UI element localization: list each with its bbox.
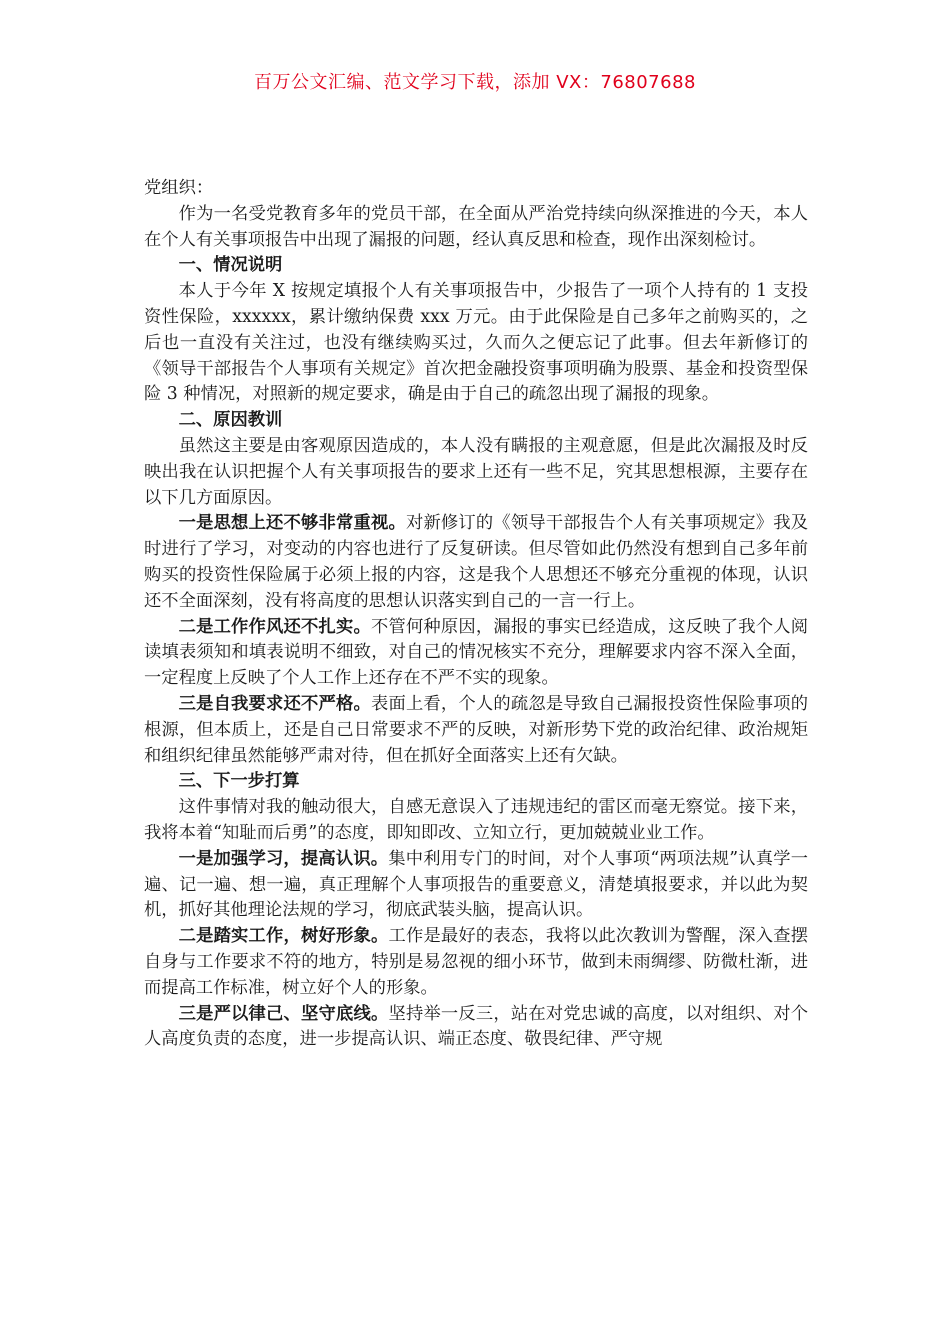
- section-3-point-2: [144, 924, 808, 1001]
- intro-paragraph: 作为一名受党教育多年的党员干部，在全面从严治党持续向纵深推进的今天，本人在个人有关事项报告中出现了漏报的问题，经认真反思和检查，现作出深刻检讨。: [144, 203, 808, 250]
- point-text: 不管何种原因，漏报的事实已经造成，这反映了我个人阅读填表须知和填表说明不细致，对自己的情况核实不充分，理解要求内容不深入全面，一定程度上反映了个人工作上还存在不严不实的现象。: [144, 616, 808, 689]
- point-heading: 一是加强学习，提高认识。: [178, 848, 389, 869]
- section-3-paragraph: 这件事情对我的触动很大，自感无意误入了违规违纪的雷区而毫无察觉。接下来，我将本着“知耻而后勇”的态度，即知即改、立知立行，更加兢兢业业工作。: [144, 797, 808, 843]
- section-title-3: 三、下一步打算: [178, 771, 300, 792]
- section-title-1: 一、情况说明: [178, 255, 283, 276]
- point-heading: 二是工作作风还不扎实。: [178, 616, 371, 637]
- section-2-point-2: [144, 615, 808, 692]
- point-heading: 三是自我要求还不严格。: [178, 693, 371, 714]
- document-body: [144, 176, 808, 1053]
- point-text: 表面上看，个人的疏忽是导致自己漏报投资性保险事项的根源，但本质上，还是自己日常要求不严的反映，对新形势下党的政治纪律、政治规矩和组织纪律虽然能够严肃对待，但在抓好全面落实上还有欠缺。: [144, 693, 808, 766]
- point-text: 对新修订的《领导干部报告个人有关事项规定》我及时进行了学习，对变动的内容也进行了反复研读。但尽管如此仍然没有想到自己多年前购买的投资性保险属于必须上报的内容，这是我个人思想还不够充分重视的体现，认识还不全面深刻，没有将高度的思想认识落实到自己的一言一行上。: [144, 513, 808, 611]
- section-2-paragraph: 虽然这主要是由客观原因造成的，本人没有瞒报的主观意愿，但是此次漏报及时反映出我在认识把握个人有关事项报告的要求上还有一些不足，究其思想根源，主要存在以下几方面原因。: [144, 435, 808, 508]
- point-text: 工作是最好的表态，我将以此次教训为警醒，深入查摆自身与工作要求不符的地方，特别是易忽视的细小环节，做到未雨绸缪、防微杜渐，进而提高工作标准，树立好个人的形象。: [144, 926, 808, 998]
- point-text: 集中利用专门的时间，对个人事项“两项法规”认真学一遍、记一遍、想一遍，真正理解个人事项报告的重要意义，清楚填报要求，并以此为契机，抓好其他理论法规的学习，彻底武装头脑，提高认识。: [144, 848, 808, 921]
- section-2-point-1: [144, 511, 808, 614]
- point-heading: 二是踏实工作，树好形象。: [178, 926, 389, 947]
- section-1-paragraph: 本人于今年 X 按规定填报个人有关事项报告中，少报告了一项个人持有的 1 支投资性保险，xxxxxx，累计缴纳保费 xxx 万元。由于此保险是自己多年之前购买的，之后也一直没有关注过，也没有继续购买过，久而久之便忘记了此事。但去年新修订的《领导干部报告个人事项有关规定》首次把金融投资事项明确为股票、基金和投资型保险 3 种情况，对照新的规定要求，确是由于自己的疏忽出现了漏报的现象。: [144, 281, 808, 405]
- point-heading: 一是思想上还不够非常重视。: [178, 513, 406, 534]
- salutation: 党组织：: [144, 178, 214, 198]
- point-text: 坚持举一反三，站在对党忠诚的高度，以对组织、对个人高度负责的态度，进一步提高认识、端正态度、敬畏纪律、严守规: [144, 1003, 808, 1050]
- section-title-2: 二、原因教训: [178, 410, 283, 431]
- section-3-point-1: [144, 847, 808, 924]
- header-banner: 百万公文汇编、范文学习下载，添加 VX：76807688: [254, 72, 696, 93]
- section-2-point-3: [144, 692, 808, 769]
- section-3-point-3: [144, 1002, 808, 1054]
- point-heading: 三是严以律己、坚守底线。: [178, 1003, 389, 1024]
